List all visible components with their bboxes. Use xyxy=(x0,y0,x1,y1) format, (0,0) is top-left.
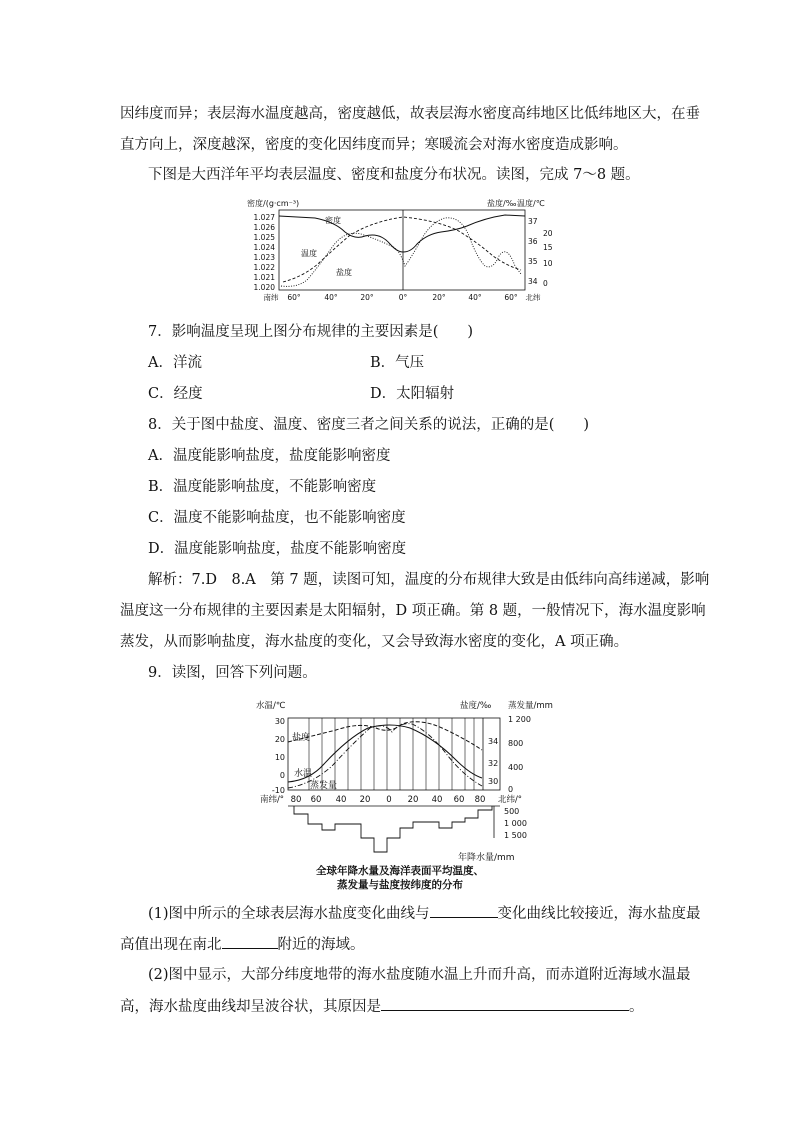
fig2-caption-1: 全球年降水量及海洋表面平均温度、 xyxy=(316,865,484,877)
fig2-precip-tick: 1 500 xyxy=(504,831,527,840)
fig1-left-tick: 1.023 xyxy=(253,253,275,262)
q9-1-text-c: 高值出现在南北 xyxy=(120,937,222,953)
fig1-left-axis-label: 密度/(g·cm⁻³) xyxy=(247,199,300,208)
q8-stem: 8．关于图中盐度、温度、密度三者之间关系的说法，正确的是( ) xyxy=(148,417,590,433)
fig1-salinity-axis-label: 盐度/‰ xyxy=(487,199,517,208)
q8-option-b[interactable]: B．温度能影响盐度，不能影响密度 xyxy=(148,479,377,495)
fig2-lat-tick: 40 xyxy=(431,795,443,805)
q7-option-c[interactable]: C．经度 xyxy=(148,386,203,402)
fig1-x-tick: 40° xyxy=(324,293,338,302)
intro-line-1: 因纬度而异；表层海水温度越高，密度越低，故表层海水密度高纬地区比低纬地区大，在垂 xyxy=(120,106,700,122)
fig2-lat-tick: 20 xyxy=(359,795,371,805)
intro-line-3: 下图是大西洋年平均表层温度、密度和盐度分布状况。读图，完成 7～8 题。 xyxy=(148,167,640,183)
fig1-temp-tick: 10 xyxy=(543,259,553,268)
q8-option-d[interactable]: D．温度能影响盐度，盐度不能影响密度 xyxy=(148,541,407,557)
fig1-x-tick: 60° xyxy=(504,293,518,302)
q9-1-line-2 xyxy=(120,934,365,955)
fig1-x-tick: 0° xyxy=(398,293,408,302)
q9-stem: 9．读图，回答下列问题。 xyxy=(148,665,317,681)
fig2-salinity-tick: 34 xyxy=(488,737,499,746)
q9-2-line-1: (2)图中显示，大部分纬度地带的海水盐度随水温上升而升高，而赤道附近海域水温最 xyxy=(148,967,691,983)
fig2-label-salinity: 盐度 xyxy=(292,733,311,743)
q7-option-b[interactable]: B．气压 xyxy=(370,355,425,371)
fig1-label-density: 密度 xyxy=(325,216,341,225)
fig1-temp-tick: 15 xyxy=(543,243,553,252)
fig2-lat-tick: 80 xyxy=(290,795,302,805)
q9-2-line-2 xyxy=(120,996,644,1017)
fig2-precip-label: 年降水量/mm xyxy=(458,853,515,863)
fig2-lat-tick: 60 xyxy=(310,795,322,805)
fig2-salinity-label: 盐度/‰ xyxy=(460,701,492,711)
q9-2-text-a: 高，海水盐度曲线却呈波谷状，其原因是 xyxy=(120,999,381,1015)
fig2-label-evap: 蒸发量 xyxy=(310,781,338,791)
fig2-evap-tick: 800 xyxy=(508,739,524,748)
q7-option-a[interactable]: A．洋流 xyxy=(148,355,202,371)
fig1-left-tick: 1.021 xyxy=(253,273,275,282)
temperature-curve xyxy=(283,217,521,282)
fig2-lat-tick: 60 xyxy=(453,795,465,805)
fig1-x-tick: 20° xyxy=(432,293,446,302)
analysis-line-3: 蒸发，从而影响盐度，海水盐度的变化，又会导致海水密度的变化，A 项正确。 xyxy=(120,634,629,650)
fig2-evap-label: 蒸发量/mm xyxy=(508,701,553,711)
global-latitude-chart xyxy=(252,698,582,864)
q9-1-text-a: (1)图中所示的全球表层海水盐度变化曲线与 xyxy=(148,906,430,922)
fig2-label-temp: 水温 xyxy=(294,769,313,779)
fig2-temp-tick: -10 xyxy=(271,786,285,795)
fig1-left-tick: 1.026 xyxy=(253,223,275,232)
fig2-south-label: 南纬/° xyxy=(259,795,285,805)
fig2-north-label: 北纬/° xyxy=(497,795,523,805)
fig2-salinity-curve xyxy=(288,722,482,750)
fig2-lat-tick: 20 xyxy=(407,795,419,805)
fig1-left-tick: 1.024 xyxy=(253,243,275,252)
fig1-x-right: 北纬 xyxy=(525,293,541,302)
q9-1-line-1 xyxy=(148,903,701,924)
fig2-lat-tick: 0 xyxy=(386,795,392,805)
fig2-temp-tick: 10 xyxy=(274,753,285,762)
fig1-temp-tick: 20 xyxy=(543,229,553,238)
fig2-evap-tick: 400 xyxy=(508,763,524,772)
fig1-left-tick: 1.022 xyxy=(253,263,275,272)
fig2-salinity-tick: 32 xyxy=(488,759,499,768)
q9-2-blank[interactable] xyxy=(381,996,629,1011)
fig1-x-tick: 40° xyxy=(468,293,482,302)
fig1-x-tick: 20° xyxy=(360,293,374,302)
atlantic-surface-chart xyxy=(245,196,555,306)
fig2-temp-tick: 20 xyxy=(274,735,285,744)
q7-option-d[interactable]: D．太阳辐射 xyxy=(370,386,455,402)
q7-stem: 7．影响温度呈现上图分布规律的主要因素是( ) xyxy=(148,324,474,340)
fig1-temp-axis-label: 温度/℃ xyxy=(517,199,545,208)
fig2-temp-tick: 30 xyxy=(274,717,285,726)
fig1-x-tick: 60° xyxy=(287,293,301,302)
fig2-evap-tick: 0 xyxy=(508,785,514,794)
fig1-left-tick: 1.025 xyxy=(253,233,275,242)
q8-option-c[interactable]: C．温度不能影响盐度，也不能影响密度 xyxy=(148,510,406,526)
q9-1-text-d: 附近的海域。 xyxy=(277,937,365,953)
q9-1-text-b: 变化曲线比较接近，海水盐度最 xyxy=(497,906,701,922)
fig1-label-temp: 温度 xyxy=(301,249,317,258)
fig1-salinity-tick: 34 xyxy=(528,277,538,286)
fig2-precip-tick: 500 xyxy=(504,807,520,816)
q9-1-blank-2[interactable] xyxy=(222,934,278,949)
fig2-temp-tick: 0 xyxy=(279,771,285,780)
fig1-salinity-tick: 37 xyxy=(528,217,538,226)
fig2-water-temp-label: 水温/℃ xyxy=(256,701,286,711)
density-curve xyxy=(279,215,525,252)
fig1-label-salinity: 盐度 xyxy=(336,268,352,277)
fig1-x-left: 南纬 xyxy=(263,293,279,302)
fig2-salinity-tick: 30 xyxy=(488,777,499,786)
fig2-caption-2: 蒸发量与盐度按纬度的分布 xyxy=(337,879,463,891)
q9-1-blank-1[interactable] xyxy=(430,903,498,918)
fig1-temp-tick: 0 xyxy=(543,279,548,288)
analysis-line-2: 温度这一分布规律的主要因素是太阳辐射，D 项正确。第 8 题，一般情况下，海水温度影响 xyxy=(120,603,706,619)
fig1-left-tick: 1.020 xyxy=(253,283,275,292)
fig2-evap-tick: 1 200 xyxy=(508,715,531,724)
intro-line-2: 直方向上，深度越深，密度的变化因纬度而异；寒暖流会对海水密度造成影响。 xyxy=(120,137,628,153)
fig2-lat-tick: 40 xyxy=(335,795,347,805)
fig2-precip-tick: 1 000 xyxy=(504,819,527,828)
precip-profile xyxy=(294,806,492,852)
analysis-line-1: 解析：7.D 8.A 第 7 题，读图可知，温度的分布规律大致是由低纬向高纬递减，影响 xyxy=(148,572,710,588)
fig2-lat-tick: 80 xyxy=(474,795,486,805)
fig1-salinity-tick: 35 xyxy=(528,257,538,266)
fig1-salinity-tick: 36 xyxy=(528,237,538,246)
q9-2-text-end: 。 xyxy=(629,999,644,1015)
q8-option-a[interactable]: A．温度能影响盐度，盐度能影响密度 xyxy=(148,448,391,464)
fig1-left-tick: 1.027 xyxy=(253,213,275,222)
